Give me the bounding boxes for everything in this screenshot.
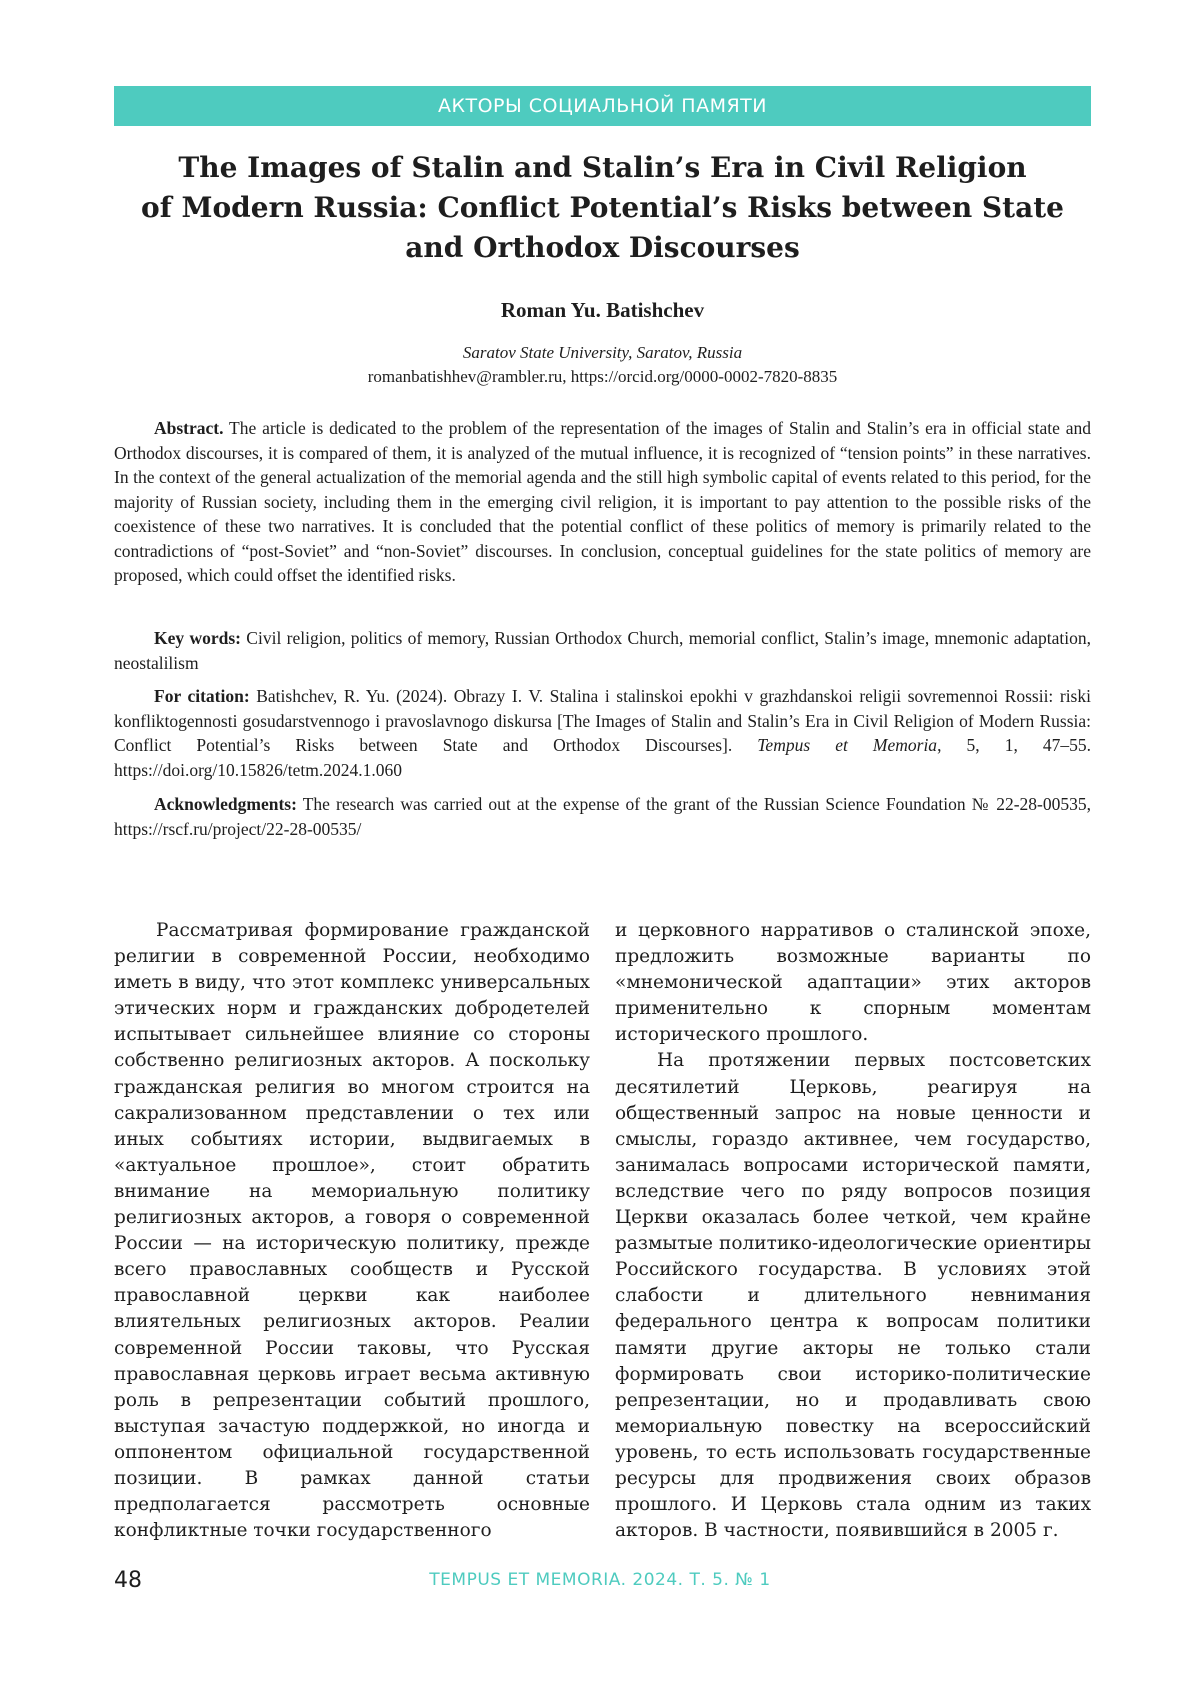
citation-label: For citation: — [154, 686, 250, 706]
body-paragraph: На протяжении первых постсоветских десятилетий Церковь, реагируя на общественный запрос на новые ценности и смыслы, гораздо активнее, чем государство, занималась вопросами исторической памяти, вследствие чего по ряду вопросов позиция Церкви оказалась более четкой, чем крайне размытые политико-идеологические ориентиры Российского государства. В условиях этой слабости и длительного невнимания федерального центра к вопросам политики памяти другие акторы не только стали формировать свои историко-политические репрезентации, но и продавливать свою мемориальную повестку на всероссийский уровень, то есть использовать государственные ресурсы для продвижения своих образов прошлого. И Церковь стала одним из таких акторов. В частности, появившийся в 2005 г. — [615, 1050, 1091, 1542]
article-title — [114, 148, 1091, 268]
body-column-right — [615, 918, 1091, 1544]
body-paragraph: и церковного нарративов о сталинской эпохе, предложить возможные варианты по «мнемонической адаптации» этих акторов применительно к спорным моментам исторического прошлого. — [615, 920, 1091, 1046]
abstract-label: Abstract. — [154, 418, 224, 438]
body-paragraph: Рассматривая формирование гражданской религии в современной России, необходимо иметь в виду, что этот комплекс универсальных этических норм и гражданских добродетелей испытывает сильнейшее влияние со стороны собственно религиозных акторов. А поскольку гражданская религия во многом строится на сакрализованном представлении о тех или иных событиях истории, выдвигаемых в «актуальное прошлое», стоит обратить внимание на мемориальную политику религиозных акторов, а говоря о современной России — на историческую политику, прежде всего православных сообществ и Русской православной церкви как наиболее влиятельных религиозных акторов. Реалии современной России таковы, что Русская православная церковь играет весьма активную роль в репрезентации событий прошлого, выступая зачастую поддержкой, но иногда и оппонентом официальной государственной позиции. В рамках данной статьи предполагается рассмотреть основные конфликтные точки государственного — [114, 920, 590, 1542]
acknowledgments — [114, 792, 1091, 841]
page-number: 48 — [114, 1568, 142, 1593]
author-affiliation: Saratov State University, Saratov, Russia — [462, 343, 743, 362]
keywords — [114, 626, 1091, 675]
journal-footer: TEMPUS ET MEMORIA. 2024. Т. 5. № 1 — [429, 1570, 771, 1590]
author-name: Roman Yu. Batishchev — [500, 298, 705, 322]
abstract-text: The article is dedicated to the problem of the representation of the images of Stalin and Stalin’s era in official state and Orthodox discourses, it is compared of them, it is analyzed of the mutual influence, it is recognized of “tension points” in these narratives. In the context of the general actualization of the memorial agenda and the still high symbolic capital of events related to this period, for the majority of Russian society, including them in the emerging civil religion, it is important to pay attention to the possible risks of the coexistence of these two narratives. It is concluded that the potential conflict of these politics of memory is primarily related to the contradictions of “post-Soviet” and “non-Soviet” discourses. In conclusion, conceptual guidelines for the state politics of memory are proposed, which could offset the identified risks. — [114, 418, 1091, 585]
citation-details: , 5, 1, 47–55. https://doi.org/10.15826/tetm.2024.1.060 — [114, 735, 1092, 780]
abstract — [114, 416, 1091, 588]
section-banner — [114, 86, 1091, 126]
keywords-label: Key words: — [154, 628, 241, 648]
body-column-left — [114, 918, 590, 1544]
section-banner-text: АКТОРЫ СОЦИАЛЬНОЙ ПАМЯТИ — [437, 95, 767, 117]
title-line: and Orthodox Discourses — [405, 231, 800, 264]
title-line: The Images of Stalin and Stalin’s Era in Civil Religion — [178, 151, 1027, 184]
keywords-text: Civil religion, politics of memory, Russian Orthodox Church, memorial conflict, Stalin’s image, mnemonic adaptation, neostalilism — [114, 628, 1092, 673]
author-contact: romanbatishhev@rambler.ru, https://orcid.org/0000-0002-7820-8835 — [367, 367, 838, 386]
title-line: of Modern Russia: Conflict Potential’s Risks between State — [141, 191, 1064, 224]
acknowledgments-label: Acknowledgments: — [154, 794, 297, 814]
citation-text: Batishchev, R. Yu. (2024). Obrazy I. V. Stalina i stalinskoi epokhi v grazhdanskoi religii sovremennoi Rossii: riski konfliktogennosti gosudarstvennogo i pravoslavnogo diskursa [The Images of Stalin and Stalin’s Era in Civil Religion of Modern Russia: Conflict Potential’s Risks between State and Orthodox Discourses]. — [114, 686, 1091, 755]
citation-journal: Tempus et Memoria — [757, 735, 938, 755]
citation — [114, 684, 1091, 782]
acknowledgments-text: The research was carried out at the expense of the grant of the Russian Science Foundation № 22-28-00535, https://rscf.ru/project/22-28-00535/ — [114, 794, 1091, 839]
